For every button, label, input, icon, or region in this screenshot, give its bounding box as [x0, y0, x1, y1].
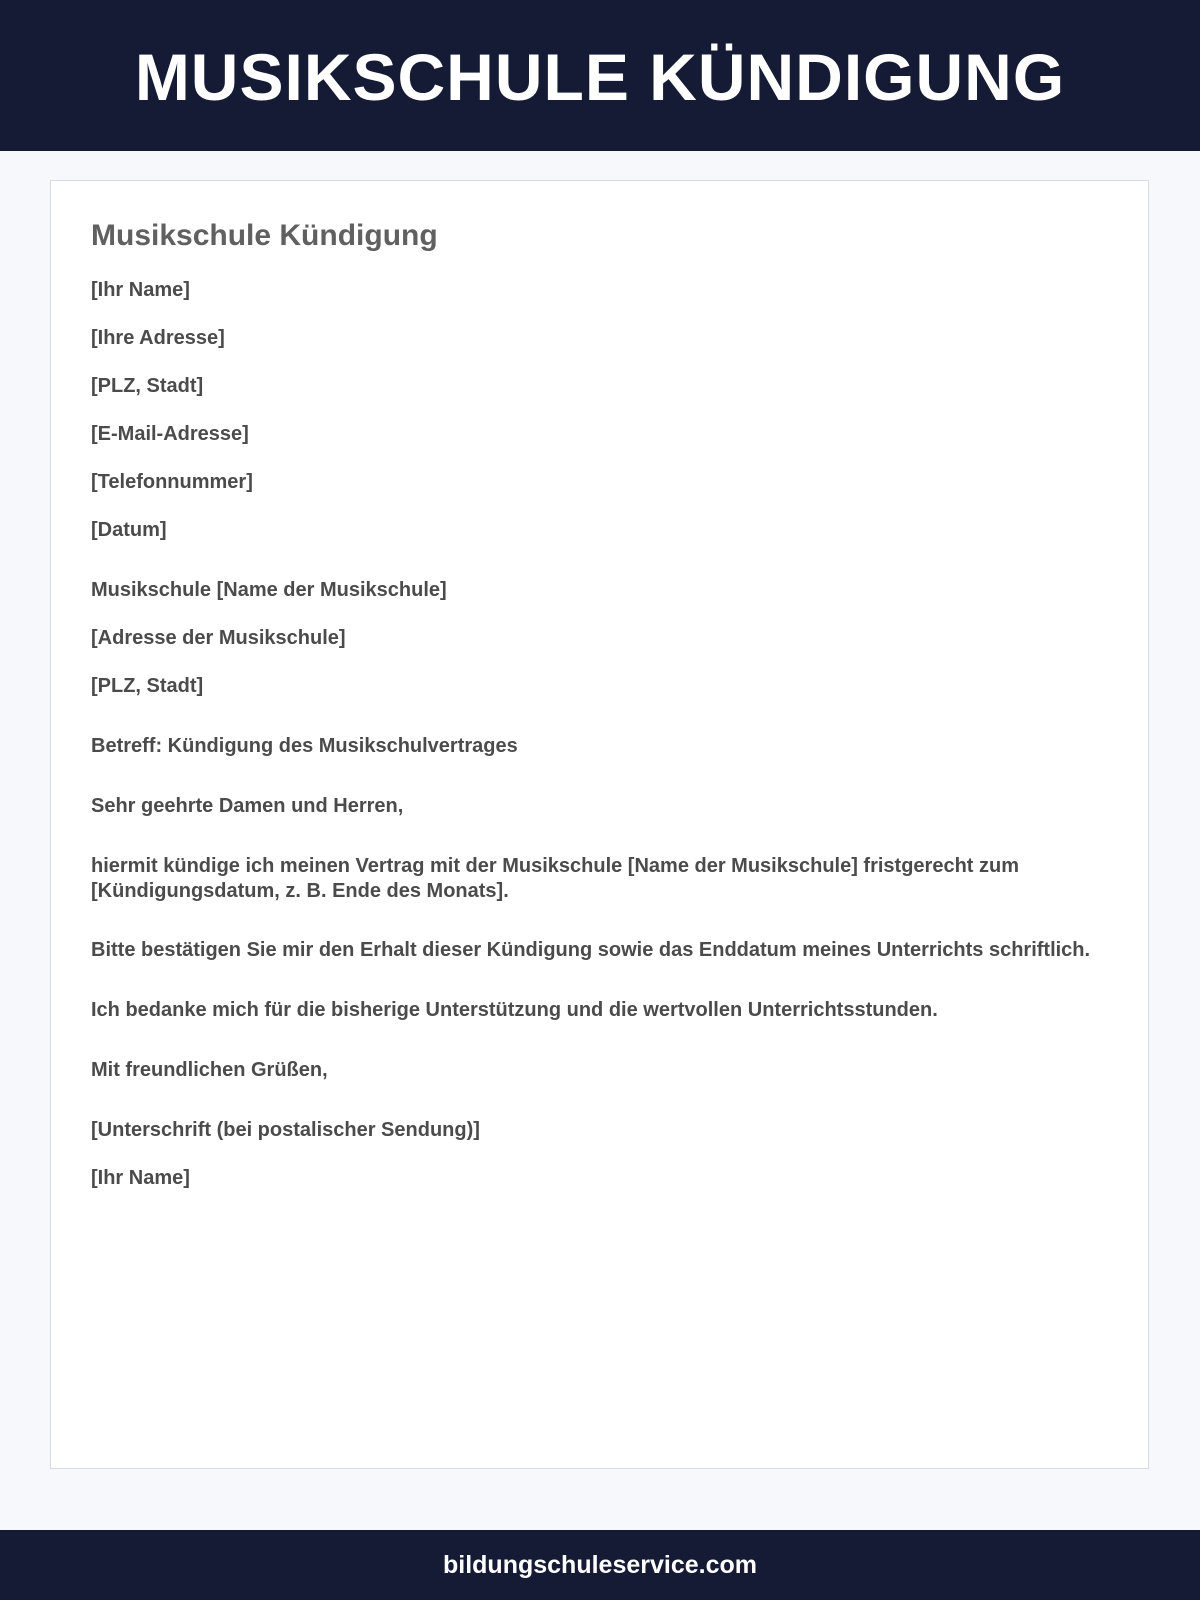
sender-email: [E-Mail-Adresse]: [91, 423, 249, 445]
header-title: MUSIKSCHULE KÜNDIGUNG: [134, 39, 1066, 114]
letter-closing: Mit freundlichen Grüßen,: [91, 1059, 328, 1081]
signature-placeholder: [Unterschrift (bei postalischer Sendung)]: [91, 1119, 480, 1141]
sender-city: [PLZ, Stadt]: [91, 375, 204, 397]
document-title: Musikschule Kündigung: [91, 219, 438, 252]
recipient-name: Musikschule [Name der Musikschule]: [91, 579, 447, 601]
letter-subject: Betreff: Kündigung des Musikschulvertrages: [91, 735, 518, 757]
sender-address: [Ihre Adresse]: [91, 327, 225, 349]
recipient-city: [PLZ, Stadt]: [91, 675, 204, 697]
footer-bar: [0, 1530, 1200, 1600]
signature-name: [Ihr Name]: [91, 1167, 190, 1189]
document-card: [50, 180, 1149, 1469]
recipient-address: [Adresse der Musikschule]: [91, 627, 346, 649]
footer-website: bildungschuleservice.com: [443, 1550, 757, 1579]
header-banner: [0, 0, 1200, 151]
sender-name: [Ihr Name]: [91, 279, 190, 301]
letter-date: [Datum]: [91, 519, 167, 541]
paragraph-confirmation: Bitte bestätigen Sie mir den Erhalt dieser Kündigung sowie das Enddatum meines Unterrichts schriftlich.: [91, 939, 1091, 961]
paragraph-termination: hiermit kündige ich meinen Vertrag mit der Musikschule [Name der Musikschule] fristgerecht zum [Kündigungsdatum, z. B. Ende des Monats].: [91, 855, 1020, 902]
paragraph-thanks: Ich bedanke mich für die bisherige Unterstützung und die wertvollen Unterrichtsstunden.: [91, 999, 938, 1021]
sender-phone: [Telefonnummer]: [91, 471, 253, 493]
letter-salutation: Sehr geehrte Damen und Herren,: [91, 795, 404, 817]
